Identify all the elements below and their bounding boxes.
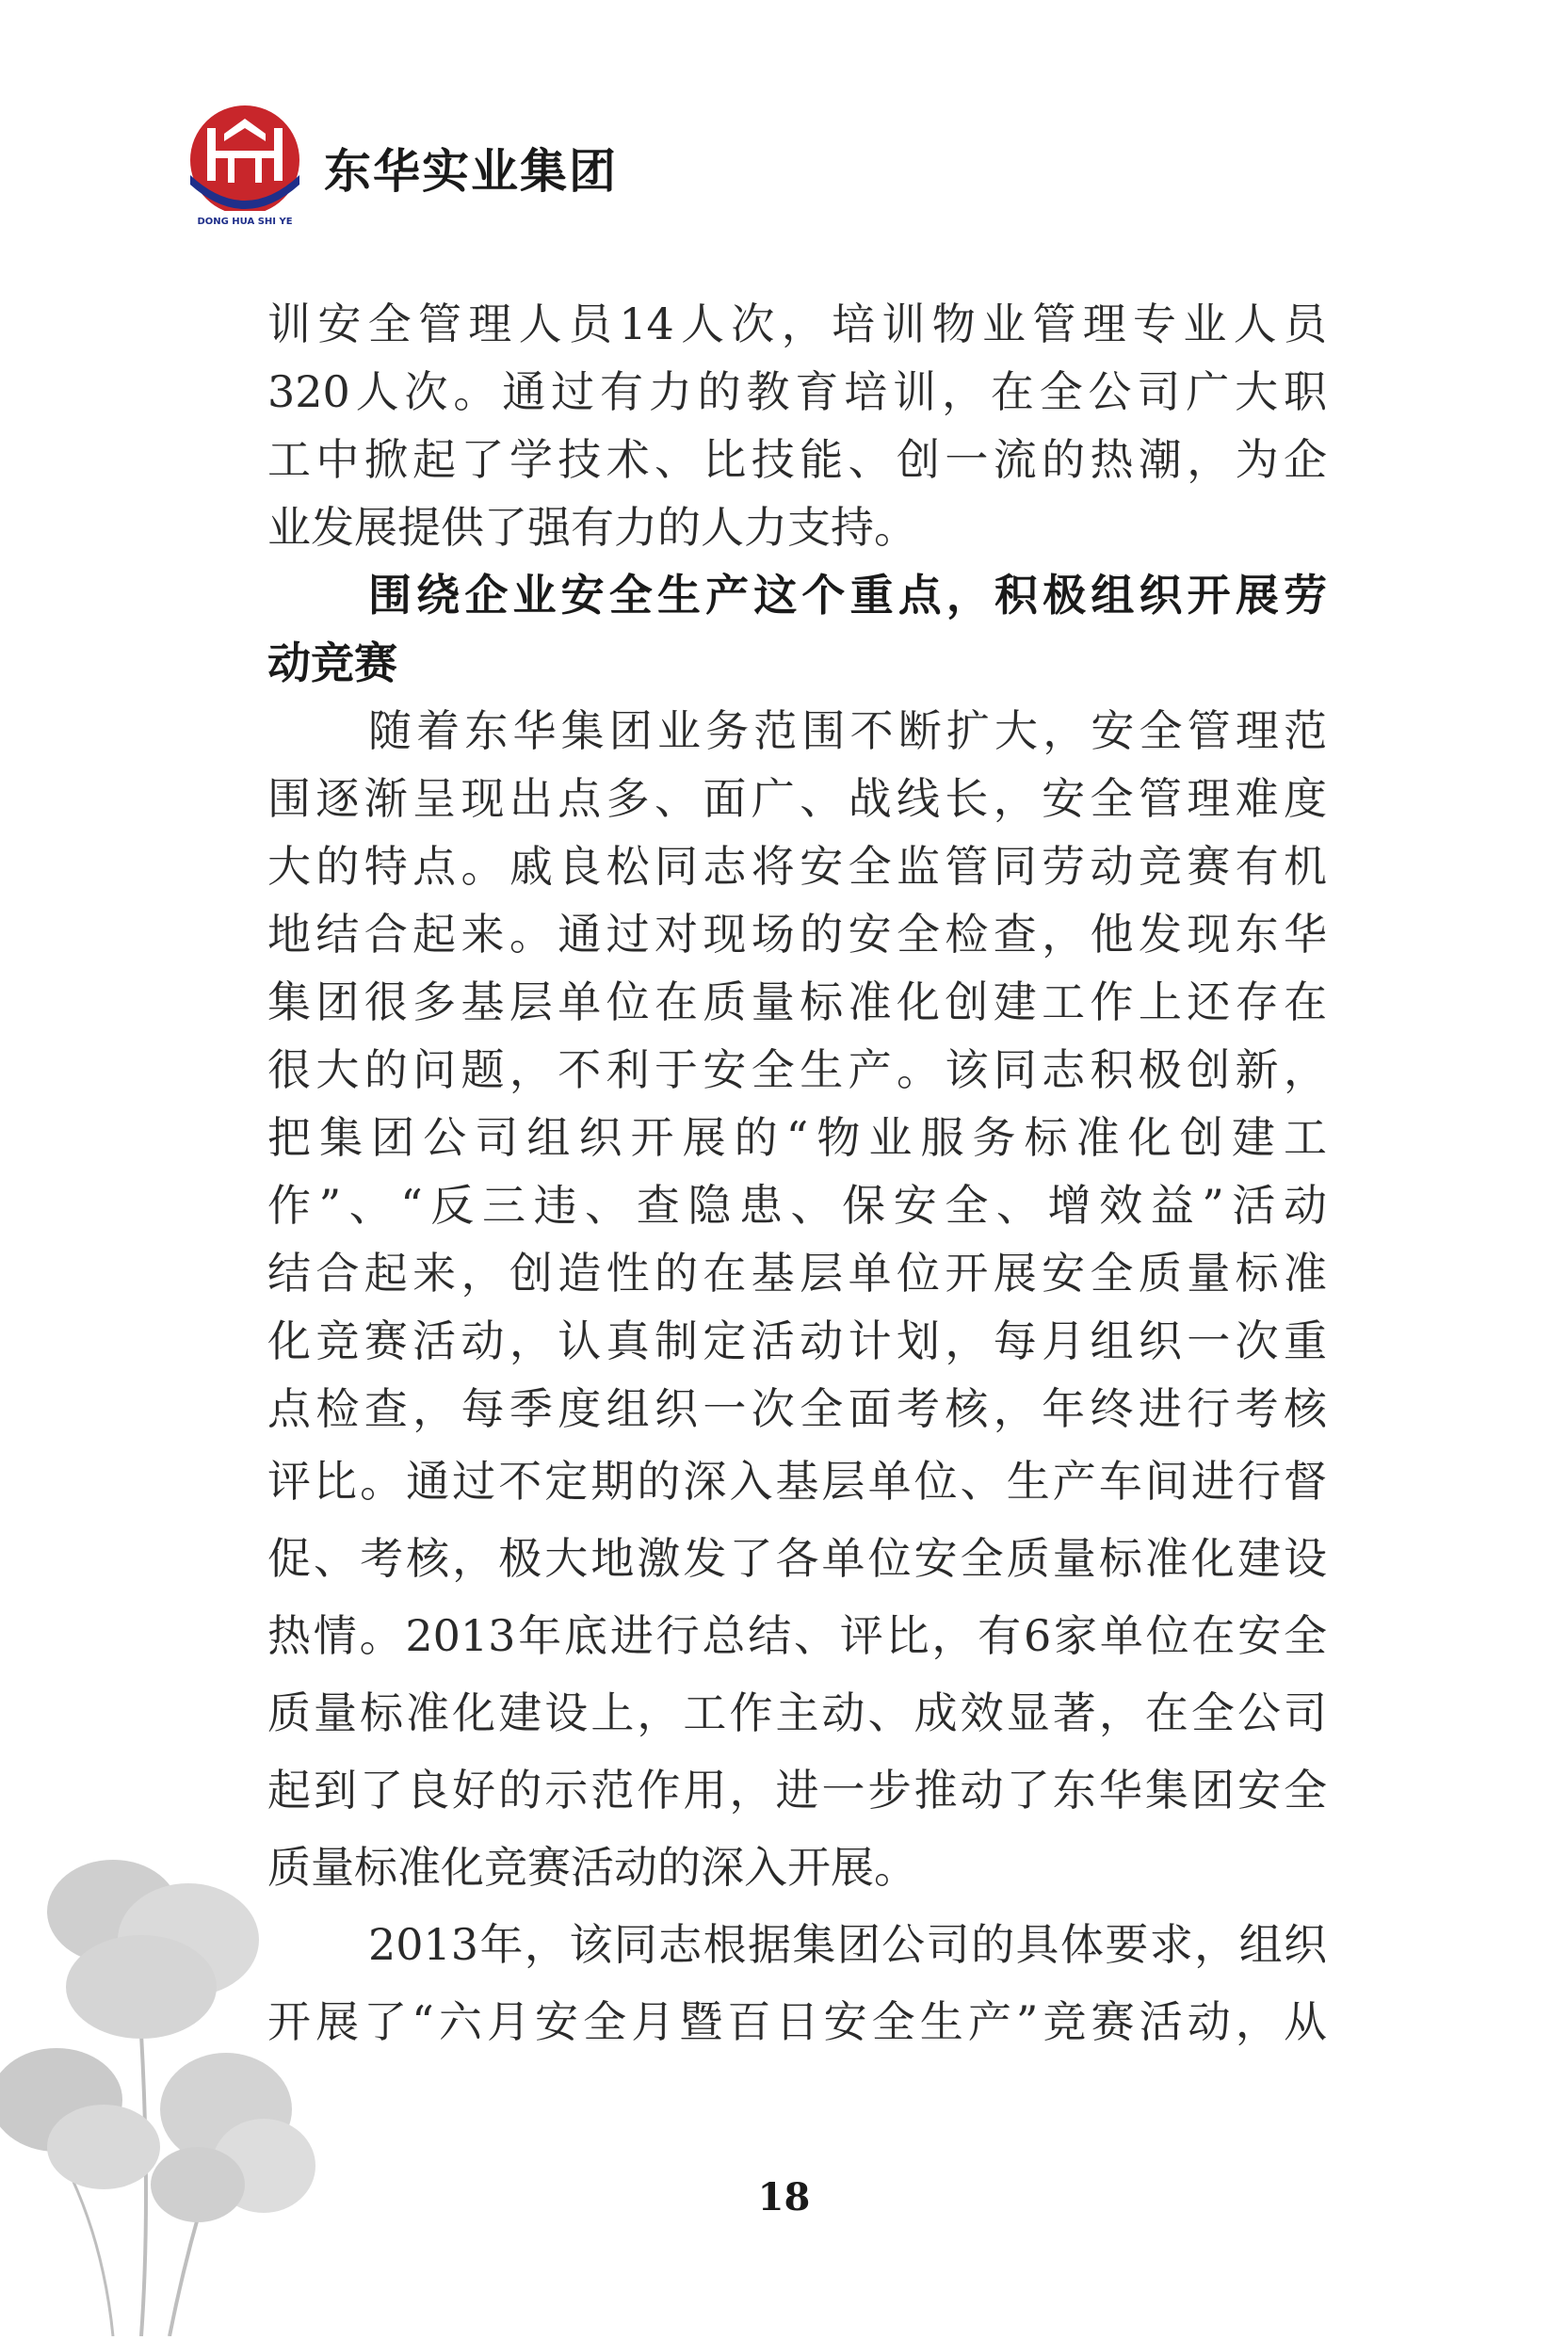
article-body [267,290,1327,2060]
body-line: 320人次。通过有力的教育培训，在全公司广大职 [267,366,1327,417]
body-line: 结合起来，创造性的在基层单位开展安全质量标准 [267,1248,1327,1299]
section-heading-cont: 动竞赛 [267,637,397,688]
body-line: 起到了良好的示范作用，进一步推动了东华集团安全 [267,1765,1327,1816]
body-line: 开展了“六月安全月暨百日安全生产”竞赛活动，从 [267,1996,1327,2047]
body-line: 化竞赛活动，认真制定活动计划，每月组织一次重 [267,1315,1327,1366]
body-line: 作”、“反三违、查隐患、保安全、增效益”活动 [267,1180,1327,1231]
page-number: 18 [757,2175,811,2219]
body-line: 集团很多基层单位在质量标准化创建工作上还存在 [267,976,1327,1027]
company-logo-icon [179,102,311,234]
body-line: 质量标准化建设上，工作主动、成效显著，在全公司 [267,1687,1327,1738]
flower-illustration-icon [0,1846,320,2336]
body-line: 2013年，该同志根据集团公司的具体要求，组织 [368,1919,1327,1970]
body-line: 训安全管理人员14人次，培训物业管理专业人员 [267,299,1327,349]
body-line: 工中掀起了学技术、比技能、创一流的热潮，为企 [267,434,1327,485]
body-line: 地结合起来。通过对现场的安全检查，他发现东华 [267,909,1327,960]
page-header [179,102,618,234]
body-line: 围逐渐呈现出点多、面广、战线长，安全管理难度 [267,773,1327,824]
floral-decoration [0,1846,320,2336]
brand-name: 东华实业集团 [324,144,618,199]
body-line: 大的特点。戚良松同志将安全监管同劳动竞赛有机 [267,841,1327,892]
body-line: 把集团公司组织开展的“物业服务标准化创建工 [267,1112,1327,1163]
body-line: 促、考核，极大地激发了各单位安全质量标准化建设 [267,1533,1327,1584]
body-line: 热情。2013年底进行总结、评比，有6家单位在安全 [267,1610,1327,1661]
body-line: 很大的问题，不利于安全生产。该同志积极创新， [267,1044,1327,1095]
company-logo [179,102,311,234]
body-line: 业发展提供了强有力的人力支持。 [267,502,917,553]
section-heading: 围绕企业安全生产这个重点，积极组织开展劳 [368,570,1327,621]
body-line: 随着东华集团业务范围不断扩大，安全管理范 [368,705,1327,756]
logo-text: DONG HUA SHI YE [197,217,293,227]
body-line: 点检查，每季度组织一次全面考核，年终进行考核 [267,1383,1327,1434]
body-line: 质量标准化竞赛活动的深入开展。 [267,1842,917,1893]
body-line: 评比。通过不定期的深入基层单位、生产车间进行督 [267,1456,1327,1507]
